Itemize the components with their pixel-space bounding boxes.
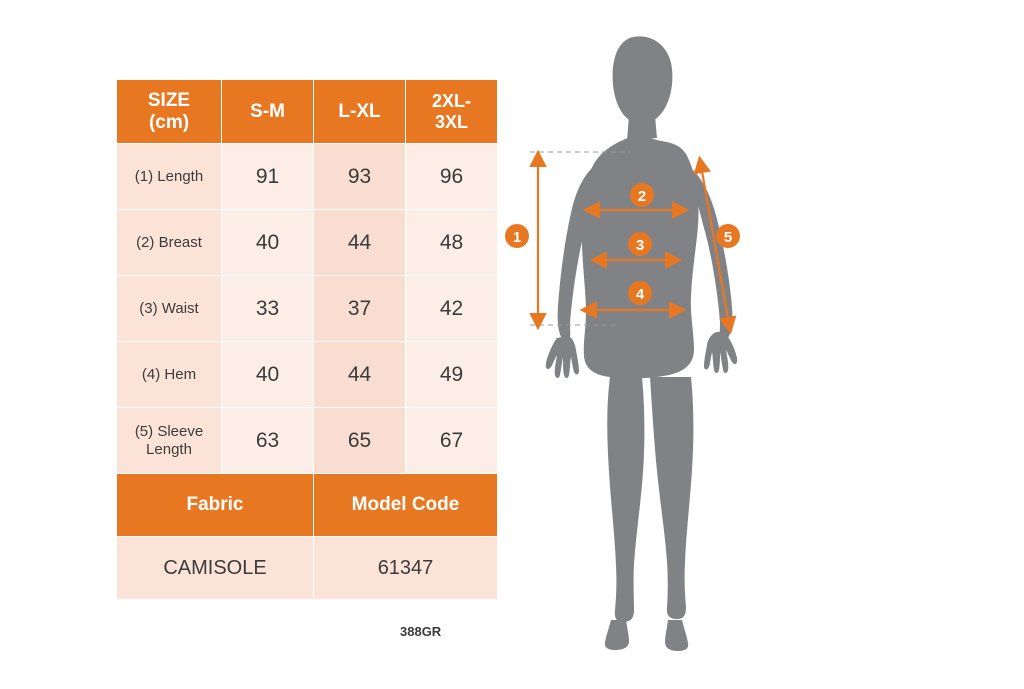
cell-length-lxl: 93 (314, 144, 406, 210)
header-size-line2: (cm) (148, 111, 190, 133)
cell-hem-sm: 40 (222, 342, 314, 408)
table-footer-header-row (117, 474, 498, 537)
table-row (117, 210, 498, 276)
cell-sleeve-2xl: 67 (406, 408, 498, 474)
female-silhouette-icon (546, 36, 737, 651)
badge-1-label: 1 (512, 229, 522, 246)
measurement-figure (500, 20, 920, 670)
footer-header-fabric: Fabric (117, 474, 314, 537)
table-footer-value-row (117, 537, 498, 600)
badge-3-label: 3 (635, 237, 645, 254)
header-2xl-3xl (406, 80, 498, 144)
header-l-xl: L-XL (314, 80, 406, 144)
cell-breast-lxl: 44 (314, 210, 406, 276)
size-chart-table (116, 79, 498, 600)
cell-hem-lxl: 44 (314, 342, 406, 408)
cell-waist-2xl: 42 (406, 276, 498, 342)
table-row (117, 144, 498, 210)
badge-5-label: 5 (723, 229, 733, 246)
footer-value-fabric: CAMISOLE (117, 537, 314, 600)
badge-3 (628, 232, 652, 256)
badge-2 (630, 183, 654, 207)
cell-breast-sm: 40 (222, 210, 314, 276)
row-label-waist: (3) Waist (117, 276, 222, 342)
table-header-row (117, 80, 498, 144)
header-s-m: S-M (222, 80, 314, 144)
header-size-line1: SIZE (147, 89, 191, 111)
cell-length-sm: 91 (222, 144, 314, 210)
footer-value-model-code: 61347 (314, 537, 498, 600)
badge-5 (716, 224, 740, 248)
row-label-sleeve-length: (5) Sleeve Length (117, 408, 222, 474)
cell-length-2xl: 96 (406, 144, 498, 210)
footer-header-model-code: Model Code (314, 474, 498, 537)
table-row (117, 342, 498, 408)
cell-waist-sm: 33 (222, 276, 314, 342)
header-2xl-line1: 2XL- (431, 90, 471, 111)
badge-4 (628, 281, 652, 305)
header-size (117, 80, 222, 144)
product-code-note: 388GR (400, 624, 442, 639)
table-row (117, 276, 498, 342)
row-label-hem: (4) Hem (117, 342, 222, 408)
row-label-length: (1) Length (117, 144, 222, 210)
header-2xl-line2: 3XL (434, 111, 468, 132)
cell-hem-2xl: 49 (406, 342, 498, 408)
cell-sleeve-lxl: 65 (314, 408, 406, 474)
cell-waist-lxl: 37 (314, 276, 406, 342)
row-label-breast: (2) Breast (117, 210, 222, 276)
cell-breast-2xl: 48 (406, 210, 498, 276)
cell-sleeve-sm: 63 (222, 408, 314, 474)
badge-2-label: 2 (637, 188, 647, 205)
table-row (117, 408, 498, 474)
badge-4-label: 4 (635, 286, 645, 303)
badge-1 (505, 224, 529, 248)
